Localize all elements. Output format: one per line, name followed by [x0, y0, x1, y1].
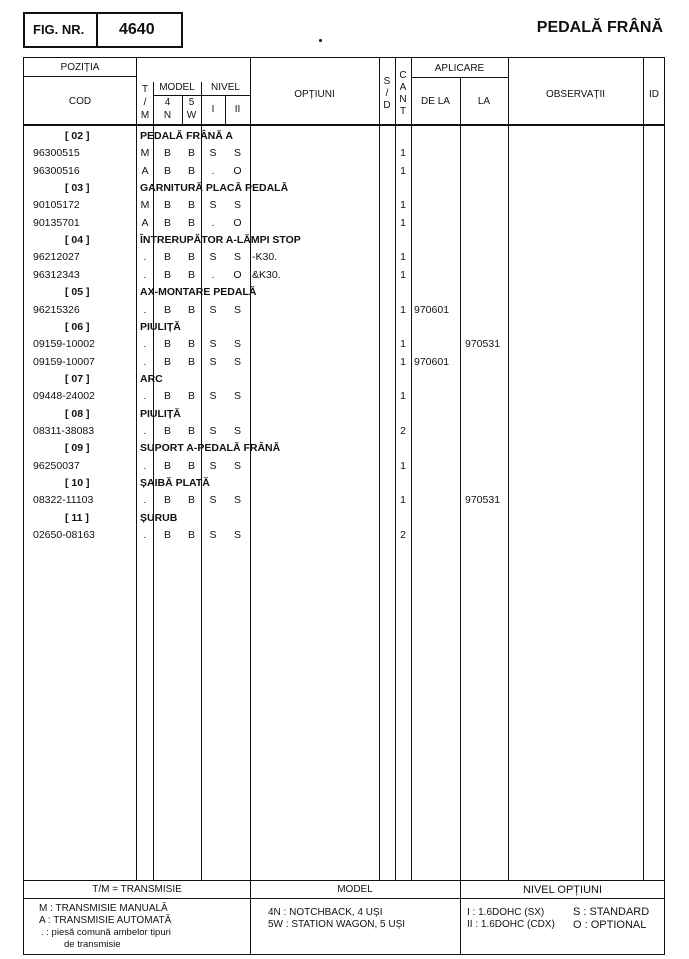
part-cell-ii: S	[233, 251, 241, 263]
part-cell-ii: S	[233, 199, 241, 211]
part-cell-cant: 1	[400, 147, 406, 159]
group-name: GARNITURĂ PLACĂ PEDALĂ	[140, 182, 289, 194]
part-cell-cod: 09159-10007	[33, 356, 95, 368]
part-cell-ii: S	[233, 460, 241, 472]
part-cell-cant: 1	[400, 165, 406, 177]
part-cell-cant: 1	[400, 199, 406, 211]
header-sd-slash: /	[385, 88, 389, 99]
part-cell-cant: 1	[400, 217, 406, 229]
part-cell-tm: .	[143, 251, 147, 263]
part-cell-i: S	[209, 494, 217, 506]
part-cell-tm: .	[143, 460, 147, 472]
part-cell-n4: B	[163, 199, 171, 211]
group-name: ÎNTRERUPĂTOR A-LĂMPI STOP	[140, 234, 301, 246]
part-cell-dela: 970601	[414, 304, 450, 316]
group-position: [ 04 ]	[65, 234, 90, 246]
part-cell-i: S	[209, 338, 217, 350]
part-cell-i: S	[209, 390, 217, 402]
legend-title-line	[24, 898, 665, 899]
part-cell-cant: 1	[400, 494, 406, 506]
group-position: [ 05 ]	[65, 286, 90, 298]
col-line-nivel-ii	[250, 57, 251, 880]
part-cell-cant: 1	[400, 460, 406, 472]
group-name: PEDALĂ FRÂNĂ A	[140, 130, 233, 142]
part-cell-i: .	[211, 165, 215, 177]
page-title: PEDALĂ FRÂNĂ	[536, 19, 663, 36]
part-cell-cant: 1	[400, 304, 406, 316]
group-position: [ 03 ]	[65, 182, 90, 194]
header-pozitia: POZIȚIA	[60, 62, 100, 73]
part-cell-w5: B	[187, 390, 195, 402]
header-4: 4	[164, 97, 171, 108]
part-cell-n4: B	[163, 494, 171, 506]
header-c: C	[399, 70, 407, 81]
legend-top-line	[24, 880, 665, 881]
part-cell-tm: .	[143, 425, 147, 437]
header-cod: COD	[68, 96, 92, 107]
col-line-dela	[460, 77, 461, 880]
part-cell-cant: 2	[400, 425, 406, 437]
part-cell-w5: B	[187, 251, 195, 263]
part-cell-ii: S	[233, 356, 241, 368]
part-cell-opt: &K30.	[252, 269, 281, 281]
part-cell-tm: .	[143, 529, 147, 541]
group-name: ȘURUB	[140, 512, 178, 524]
header-nivel: NIVEL	[211, 82, 240, 93]
part-cell-ii: S	[233, 494, 241, 506]
part-cell-cant: 1	[400, 251, 406, 263]
header-cant-n: N	[399, 94, 407, 105]
part-cell-w5: B	[187, 217, 195, 229]
header-bottom-line	[24, 124, 665, 126]
part-cell-i: S	[209, 460, 217, 472]
group-position: [ 09 ]	[65, 442, 90, 454]
part-cell-w5: B	[187, 199, 195, 211]
header-slash: /	[143, 97, 147, 108]
part-cell-n4: B	[163, 390, 171, 402]
part-cell-cod: 96300516	[33, 165, 80, 177]
fig-label: FIG. NR.	[33, 22, 85, 37]
legend-tm-line-3: . : piesă comună ambelor tipuri	[41, 927, 171, 938]
part-cell-w5: B	[187, 460, 195, 472]
part-cell-i: S	[209, 251, 217, 263]
part-cell-n4: B	[163, 425, 171, 437]
part-cell-n4: B	[163, 460, 171, 472]
part-cell-n4: B	[163, 356, 171, 368]
part-cell-ii: S	[233, 338, 241, 350]
col-line-cant	[411, 57, 412, 880]
part-cell-cod: 08322-11103	[33, 494, 94, 506]
header-id: ID	[649, 89, 659, 100]
part-cell-opt: -K30.	[252, 251, 278, 263]
part-cell-n4: B	[163, 269, 171, 281]
part-cell-i: .	[211, 269, 215, 281]
part-cell-tm: .	[143, 304, 147, 316]
header-d: D	[383, 100, 391, 111]
part-cell-ii: S	[233, 425, 241, 437]
part-cell-ii: S	[233, 390, 241, 402]
group-name: PIULIȚĂ	[140, 321, 181, 333]
header-model: MODEL	[159, 82, 195, 93]
group-name: AX-MONTARE PEDALĂ	[140, 286, 257, 298]
part-cell-ii: S	[233, 147, 241, 159]
part-cell-w5: B	[187, 494, 195, 506]
part-cell-n4: B	[163, 304, 171, 316]
header-la: LA	[477, 96, 491, 107]
legend-tm-line-2: A : TRANSMISIE AUTOMATĂ	[39, 915, 172, 926]
part-cell-tm: .	[143, 269, 147, 281]
part-cell-cant: 2	[400, 529, 406, 541]
part-cell-n4: B	[163, 217, 171, 229]
speck-dot	[319, 39, 322, 42]
parts-table-frame	[23, 57, 665, 955]
legend-tm-title: T/M = TRANSMISIE	[92, 884, 182, 895]
part-cell-tm: .	[143, 338, 147, 350]
part-cell-i: S	[209, 425, 217, 437]
part-cell-tm: .	[143, 390, 147, 402]
part-cell-cant: 1	[400, 390, 406, 402]
part-cell-i: S	[209, 147, 217, 159]
col-line-observatii	[643, 57, 644, 880]
header-ii: II	[234, 104, 241, 115]
part-cell-cod: 90105172	[33, 199, 80, 211]
part-cell-ii: O	[233, 165, 242, 177]
part-cell-cant: 1	[400, 269, 406, 281]
part-cell-n4: B	[163, 338, 171, 350]
group-position: [ 11 ]	[65, 512, 89, 524]
part-cell-n4: B	[163, 165, 171, 177]
part-cell-tm: .	[143, 494, 147, 506]
legend-model-title: MODEL	[337, 884, 373, 895]
header-observatii: OBSERVAȚII	[545, 89, 606, 100]
part-cell-ii: S	[233, 304, 241, 316]
part-cell-dela: 970601	[414, 356, 450, 368]
header-s: S	[383, 76, 391, 87]
header-optiuni: OPȚIUNI	[294, 89, 335, 100]
part-cell-ii: S	[233, 529, 241, 541]
fig-box-divider	[96, 12, 98, 48]
part-cell-cant: 1	[400, 338, 406, 350]
part-cell-cod: 96312343	[33, 269, 80, 281]
part-cell-ii: O	[233, 269, 242, 281]
part-cell-cod: 08311-38083	[33, 425, 95, 437]
part-cell-w5: B	[187, 147, 195, 159]
part-cell-i: S	[209, 199, 217, 211]
header-dela: DE LA	[421, 96, 450, 107]
header-n: N	[163, 110, 172, 121]
legend-model-line-1: 4N : NOTCHBACK, 4 UȘI	[268, 907, 383, 918]
part-cell-n4: B	[163, 529, 171, 541]
part-cell-la: 970531	[465, 338, 501, 350]
part-cell-i: .	[211, 217, 215, 229]
part-cell-tm: M	[140, 199, 150, 211]
group-position: [ 10 ]	[65, 477, 90, 489]
legend-tm-line-4: de transmisie	[64, 939, 121, 950]
part-cell-w5: B	[187, 529, 195, 541]
header-cant-t: T	[399, 106, 407, 117]
part-cell-cod: 09448-24002	[33, 390, 95, 402]
header-w: W	[186, 110, 197, 121]
fig-number: 4640	[119, 21, 155, 38]
header-m: M	[140, 110, 150, 121]
header-t: T	[141, 84, 149, 95]
part-cell-w5: B	[187, 269, 195, 281]
part-cell-cod: 96212027	[33, 251, 80, 263]
group-name: SUPORT A-PEDALĂ FRÂNĂ	[140, 442, 281, 454]
legend-nivel-title: NIVEL OPȚIUNI	[522, 884, 603, 896]
part-cell-n4: B	[163, 251, 171, 263]
group-position: [ 08 ]	[65, 408, 90, 420]
part-cell-la: 970531	[465, 494, 501, 506]
group-name: PIULIȚĂ	[140, 408, 181, 420]
col-line-optiuni	[379, 57, 380, 880]
group-position: [ 06 ]	[65, 321, 90, 333]
part-cell-cod: 09159-10002	[33, 338, 95, 350]
col-line-la	[508, 57, 509, 880]
legend-tm-line-1: M : TRANSMISIE MANUALĂ	[39, 903, 168, 914]
header-line-pozitia	[24, 76, 136, 77]
part-cell-w5: B	[187, 425, 195, 437]
part-cell-cod: 96250037	[33, 460, 80, 472]
part-cell-w5: B	[187, 304, 195, 316]
part-cell-n4: B	[163, 147, 171, 159]
part-cell-cod: 02650-08163	[33, 529, 95, 541]
legend-opt-line-1: S : STANDARD	[573, 906, 650, 918]
legend-model-line-2: 5W : STATION WAGON, 5 UȘI	[268, 919, 406, 930]
header-aplicare: APLICARE	[434, 63, 485, 74]
part-cell-i: S	[209, 356, 217, 368]
part-cell-i: S	[209, 529, 217, 541]
part-cell-tm: A	[141, 217, 149, 229]
part-cell-ii: O	[233, 217, 242, 229]
group-name: ȘAIBĂ PLATĂ	[140, 477, 210, 489]
group-name: ARC	[140, 373, 163, 385]
header-5: 5	[188, 97, 195, 108]
part-cell-w5: B	[187, 356, 195, 368]
part-cell-tm: A	[141, 165, 149, 177]
header-a: A	[399, 82, 407, 93]
part-cell-w5: B	[187, 338, 195, 350]
header-i: I	[211, 104, 215, 115]
part-cell-i: S	[209, 304, 217, 316]
part-cell-cod: 90135701	[33, 217, 80, 229]
group-position: [ 02 ]	[65, 130, 90, 142]
part-cell-w5: B	[187, 165, 195, 177]
part-cell-tm: M	[140, 147, 150, 159]
legend-nivel-line-2: II : 1.6DOHC (CDX)	[467, 919, 555, 930]
part-cell-cod: 96300515	[33, 147, 80, 159]
part-cell-cant: 1	[400, 356, 406, 368]
legend-nivel-line-1: I : 1.6DOHC (SX)	[467, 907, 545, 918]
part-cell-tm: .	[143, 356, 147, 368]
legend-opt-line-2: O : OPTIONAL	[573, 919, 647, 931]
part-cell-cod: 96215326	[33, 304, 80, 316]
group-position: [ 07 ]	[65, 373, 90, 385]
